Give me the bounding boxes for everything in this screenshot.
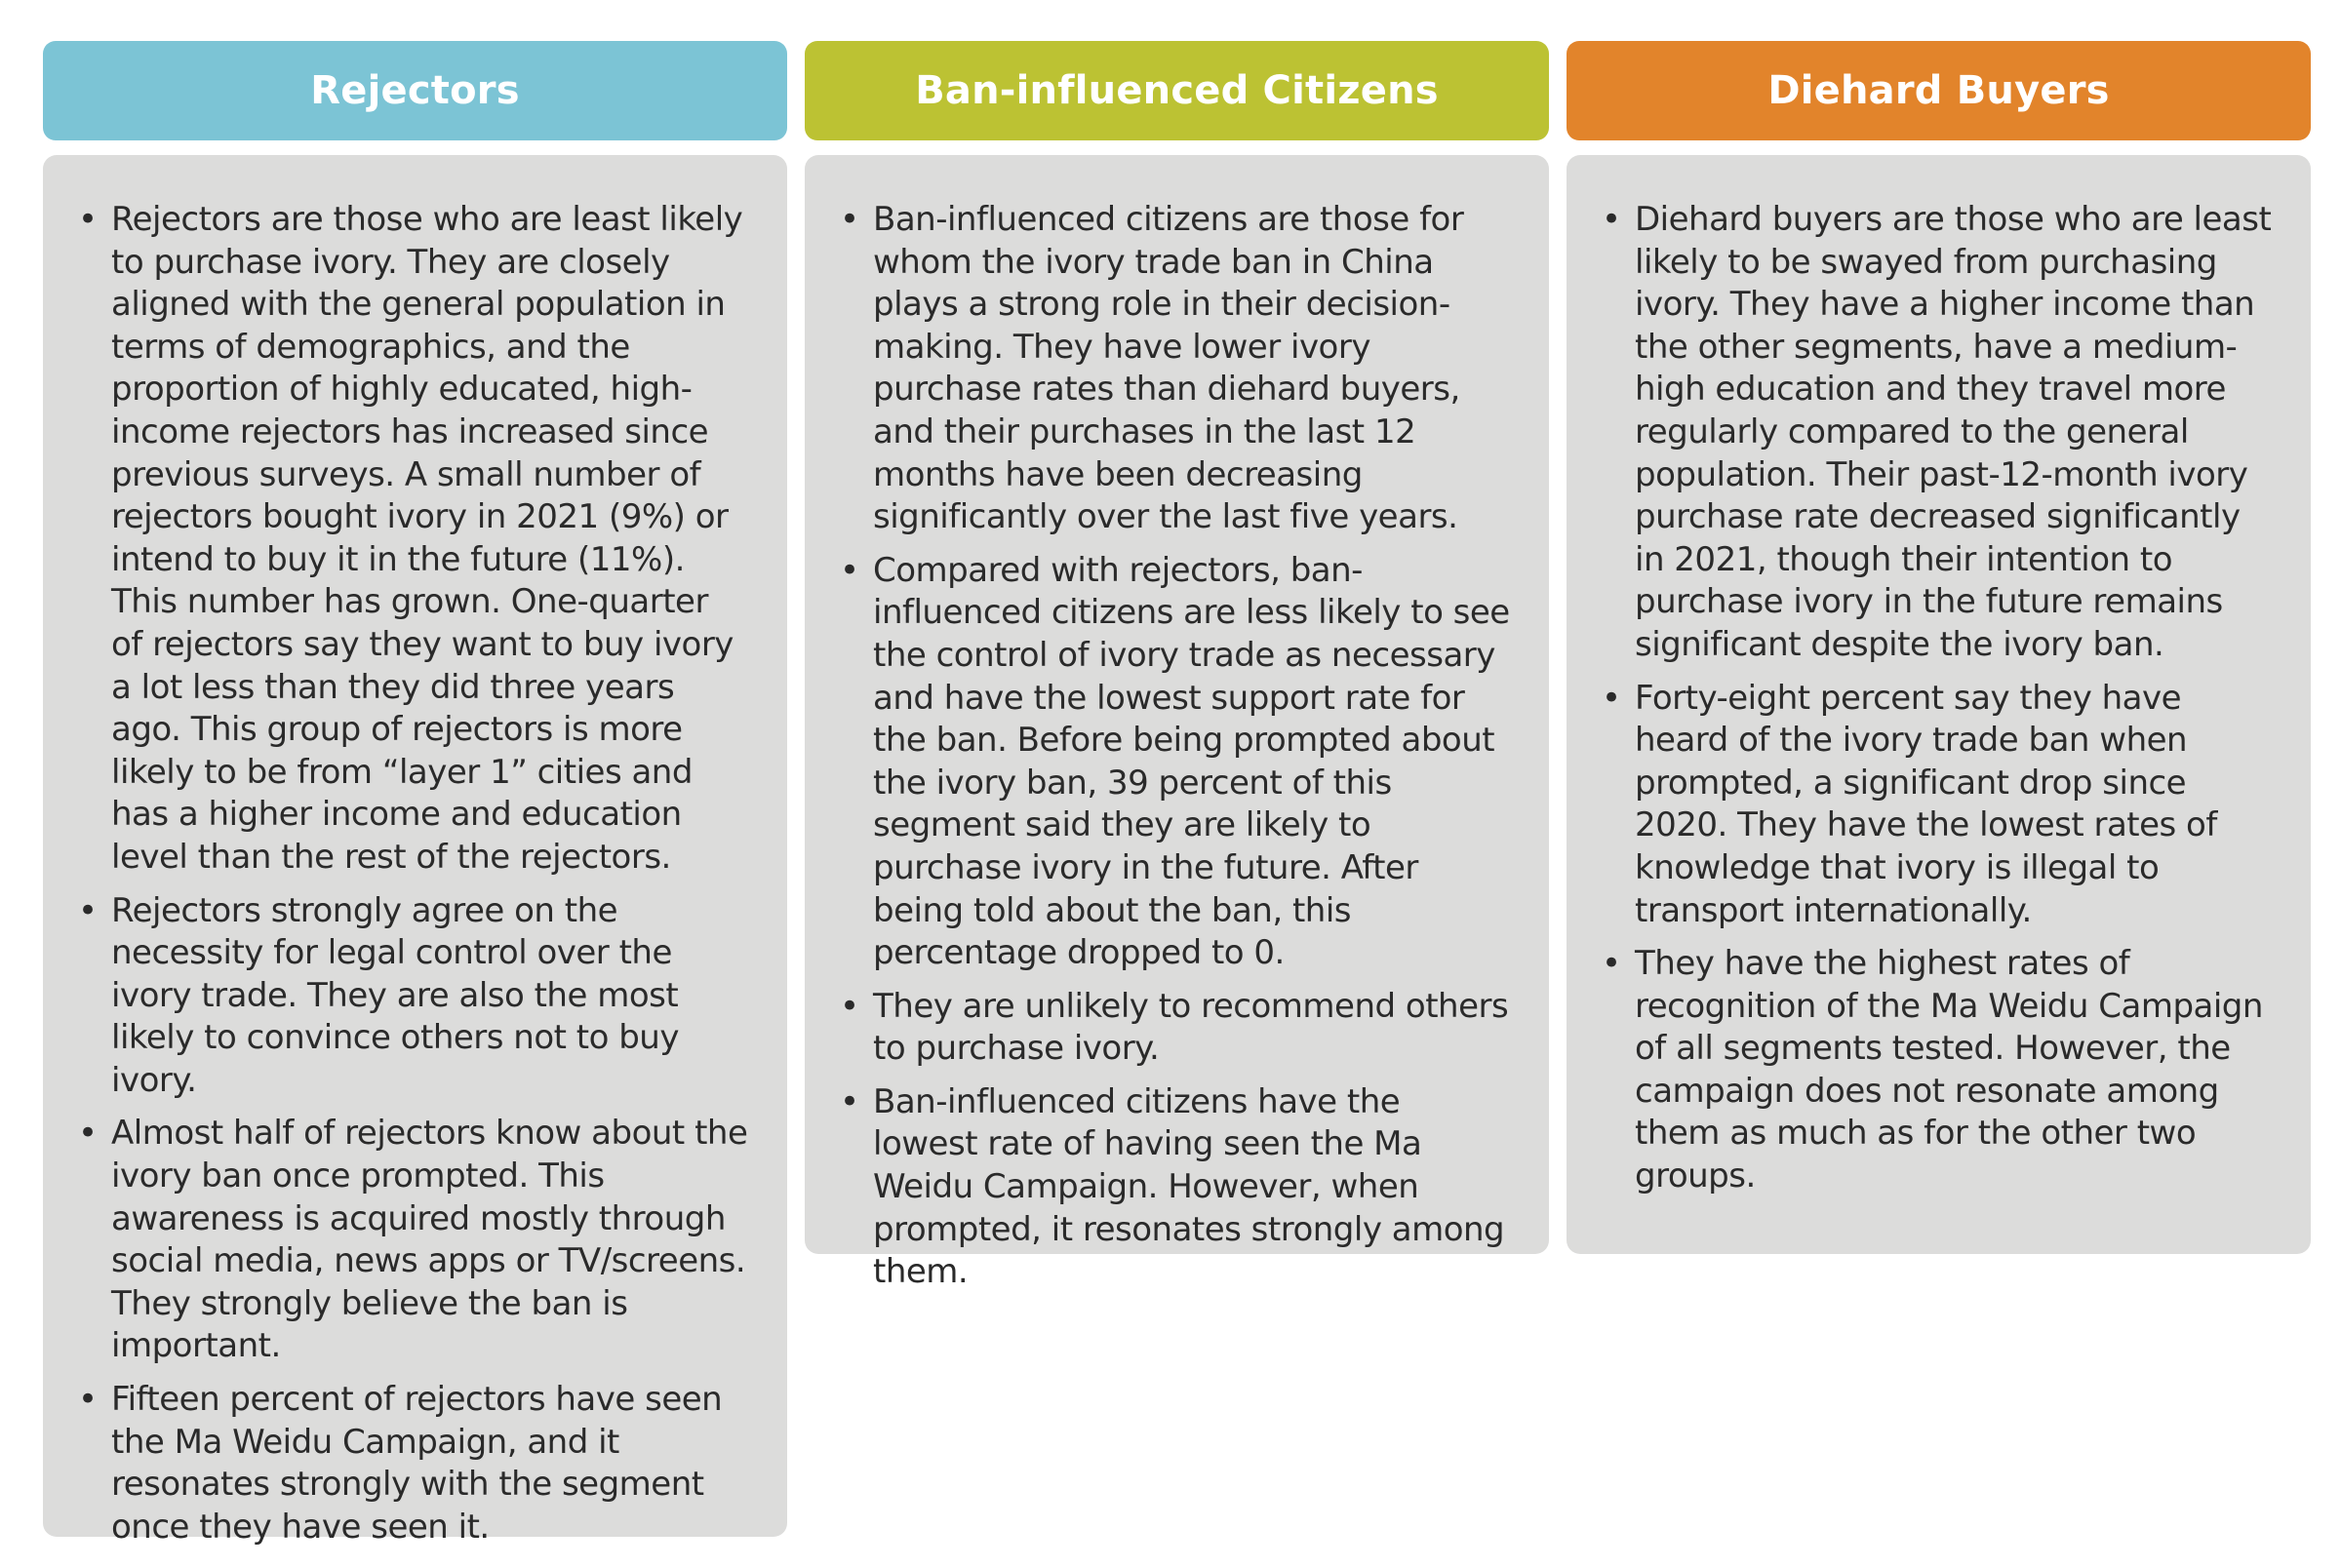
bullet-item xyxy=(67,890,748,1103)
segment-header-ban-influenced xyxy=(805,41,1549,140)
bullet-item xyxy=(1591,943,2272,1198)
bullet-item xyxy=(67,1113,748,1368)
bullet-item xyxy=(1591,678,2272,933)
bullet-text: Compared with rejectors, ban-influenced citizens are less likely to see the control of ivory trade as necessary and have the lowest support rate for the ban. Before being prompted about the ivory ban, 39 percent of this segment said they are likely to purchase ivory in the future. After being told about the ban, this percentage dropped to 0. xyxy=(873,550,1510,973)
bullet-text: Diehard buyers are those who are least likely to be swayed from purchasing ivory. They have a higher income than the other segments, have a medium-high education and they travel more regularly compared to the general population. Their past-12-month ivory purchase rate decreased significantly in 2021, though their intention to purchase ivory in the future remains significant despite the ivory ban. xyxy=(1635,200,2272,664)
segment-panel-rejectors xyxy=(43,155,787,1547)
segment-title: Rejectors xyxy=(310,68,520,113)
bullet-list xyxy=(829,199,1510,1294)
bullet-text: They are unlikely to recommend others to purchase ivory. xyxy=(873,986,1509,1069)
bullet-dot-icon: • xyxy=(840,200,859,239)
segment-title: Ban-influenced Citizens xyxy=(915,68,1439,113)
bullet-dot-icon: • xyxy=(78,1114,98,1154)
bullet-item xyxy=(67,1379,748,1548)
bullet-text: Fifteen percent of rejectors have seen the Ma Weidu Campaign, and it resonates strongly with the segment once they have seen it. xyxy=(111,1380,723,1547)
bullet-item xyxy=(1591,199,2272,667)
bullet-item xyxy=(829,199,1510,539)
bullet-text: Ban-influenced citizens are those for whom the ivory trade ban in China plays a strong role in their decision-making. They have lower ivory purchase rates than diehard buyers, and their purchases in the last 12 months have been decreasing significantly over the last five years. xyxy=(873,200,1464,537)
bullet-dot-icon: • xyxy=(78,1380,98,1420)
bullet-item xyxy=(829,1081,1510,1294)
bullet-item xyxy=(829,550,1510,975)
segment-header-diehard xyxy=(1567,41,2311,140)
segment-header-rejectors xyxy=(43,41,787,140)
segment-title: Diehard Buyers xyxy=(1767,68,2110,113)
bullet-item xyxy=(67,199,748,880)
bullet-list xyxy=(67,199,748,1548)
bullet-dot-icon: • xyxy=(840,986,859,1026)
bullet-text: Almost half of rejectors know about the ivory ban once prompted. This awareness is acquired mostly through social media, news apps or TV/screens. They strongly believe the ban is important. xyxy=(111,1114,748,1366)
bullet-text: Rejectors strongly agree on the necessity for legal control over the ivory trade. They are also the most likely to convince others not to buy ivory. xyxy=(111,890,679,1100)
segment-column-rejectors xyxy=(43,41,787,1547)
bullet-dot-icon: • xyxy=(840,550,859,590)
bullet-dot-icon: • xyxy=(78,890,98,930)
bullet-dot-icon: • xyxy=(1602,944,1621,984)
bullet-item xyxy=(829,986,1510,1071)
bullet-list xyxy=(1591,199,2272,1198)
bullet-dot-icon: • xyxy=(1602,200,1621,239)
bullet-text: Forty-eight percent say they have heard of the ivory trade ban when prompted, a significant drop since 2020. They have the lowest rates of knowledge that ivory is illegal to transport internationally. xyxy=(1635,678,2217,930)
segment-panel-ban-influenced xyxy=(805,155,1549,1292)
bullet-dot-icon: • xyxy=(78,200,98,239)
segment-column-diehard xyxy=(1567,41,2311,1196)
bullet-text: Ban-influenced citizens have the lowest rate of having seen the Ma Weidu Campaign. However, when prompted, it resonates strongly among them. xyxy=(873,1081,1505,1292)
bullet-dot-icon: • xyxy=(840,1081,859,1121)
segment-panel-diehard xyxy=(1567,155,2311,1254)
bullet-text: They have the highest rates of recognition of the Ma Weidu Campaign of all segments tested. However, the campaign does not resonate among them as much as for the other two groups. xyxy=(1635,944,2263,1196)
bullet-text: Rejectors are those who are least likely to purchase ivory. They are closely aligned with the general population in terms of demographics, and the proportion of highly educated, high-income rejectors has increased since previous surveys. A small number of rejectors bought ivory in 2021 (9%) or intend to buy it in the future (11%). This number has grown. One-quarter of rejectors say they want to buy ivory a lot less than they did three years ago. This group of rejectors is more likely to be from “layer 1” cities and has a higher income and education level than the rest of the rejectors. xyxy=(111,200,743,877)
segment-column-ban-influenced xyxy=(805,41,1549,1292)
bullet-dot-icon: • xyxy=(1602,678,1621,718)
